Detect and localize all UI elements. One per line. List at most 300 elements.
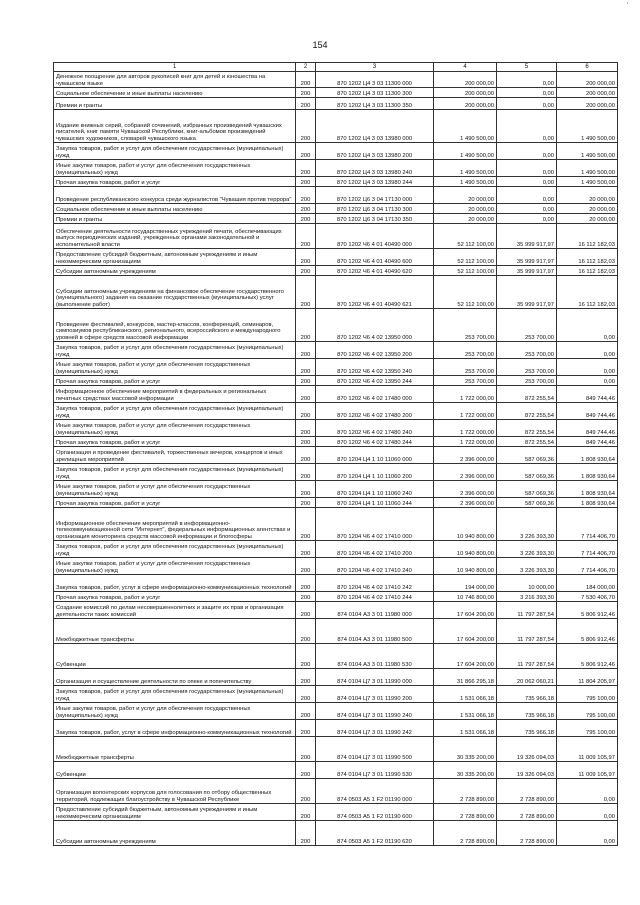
row-executed-cell: 872 255,54 [497,437,557,447]
row-classification-cell: 870 1204 Ч6 4 02 17410 200 [316,541,434,558]
row-name-cell: Информационное обеспечение мероприятий в информационно-телекоммуникационной сети "Интернет", федеральных информационных агентствах и организация мониторинга средств массовой информации и блогосферы [54,508,296,541]
table-row [54,403,618,420]
row-name-cell: Закупка товаров, работ, услуг в сфере информационно-коммуникационных технологий [54,720,296,737]
row-code-cell: 200 [296,110,316,143]
row-classification-cell: 870 1202 Ч6 4 02 13950 240 [316,359,434,376]
row-approved-cell: 10 746 800,00 [434,592,497,602]
row-name-cell: Закупка товаров, работ и услуг для обеспечения государственных (муниципальных) нужд [54,686,296,703]
row-code-cell: 200 [296,720,316,737]
row-classification-cell: 874 0104 А3 3 01 11980 500 [316,619,434,644]
row-remaining-cell: 1 490 500,00 [557,177,618,187]
row-code-cell: 200 [296,276,316,309]
row-remaining-cell: 7 714 406,70 [557,541,618,558]
row-remaining-cell: 11 009 105,97 [557,737,618,762]
budget-execution-table [53,62,618,846]
row-name-cell: Прочая закупка товаров, работ и услуг [54,437,296,447]
row-remaining-cell: 200 000,00 [557,88,618,98]
row-remaining-cell: 0,00 [557,359,618,376]
row-classification-cell: 870 1202 Ч6 4 02 13950 200 [316,342,434,359]
table-row [54,437,618,447]
row-remaining-cell: 1 808 930,64 [557,447,618,464]
table-row [54,464,618,481]
table-row [54,703,618,720]
row-remaining-cell: 1 808 930,64 [557,498,618,508]
row-remaining-cell: 16 112 182,03 [557,276,618,309]
row-approved-cell: 253 700,00 [434,359,497,376]
row-name-cell: Иные закупки товаров, работ и услуг для обеспечения государственных (муниципальных) нужд [54,160,296,177]
row-name-cell: Социальное обеспечение и иные выплаты населению [54,88,296,98]
row-code-cell: 200 [296,143,316,160]
table-row [54,249,618,266]
row-remaining-cell: 5 806 912,46 [557,619,618,644]
row-approved-cell: 1 490 500,00 [434,160,497,177]
row-executed-cell: 20 062 060,21 [497,669,557,686]
row-name-cell: Организация и осуществление деятельности по опеке и попечительству [54,669,296,686]
table-row [54,110,618,143]
table-row [54,541,618,558]
header-cell: 4 [434,63,497,72]
row-remaining-cell: 200 000,00 [557,72,618,88]
row-code-cell: 200 [296,88,316,98]
row-remaining-cell: 5 806 912,46 [557,644,618,669]
table-row [54,420,618,437]
row-name-cell: Закупка товаров, работ, услуг в сфере информационно-коммуникационных технологий [54,575,296,592]
row-approved-cell: 31 866 295,18 [434,669,497,686]
row-classification-cell: 870 1202 Ч6 4 02 17480 000 [316,386,434,403]
row-executed-cell: 0,00 [497,214,557,224]
row-executed-cell: 2 728 890,00 [497,821,557,846]
table-row [54,508,618,541]
row-remaining-cell: 20 000,00 [557,187,618,204]
row-executed-cell: 3 216 393,30 [497,592,557,602]
table-row [54,376,618,386]
table-row [54,821,618,846]
row-approved-cell: 253 700,00 [434,376,497,386]
row-approved-cell: 253 700,00 [434,342,497,359]
row-code-cell: 200 [296,376,316,386]
row-executed-cell: 35 999 917,97 [497,224,557,249]
row-code-cell: 200 [296,669,316,686]
row-approved-cell: 20 000,00 [434,204,497,214]
row-code-cell: 200 [296,224,316,249]
row-executed-cell: 35 999 917,97 [497,249,557,266]
row-executed-cell: 0,00 [497,88,557,98]
row-classification-cell: 870 1202 Ч6 4 02 13950 000 [316,309,434,342]
row-classification-cell: 870 1202 Ч6 4 02 17480 200 [316,403,434,420]
table-row [54,447,618,464]
row-name-cell: Проведение фестивалей, конкурсов, мастер-классов, конференций, семинаров, симпозиумов республиканского, регионального, всероссийского и международного уровней в сфере средств массовой информации [54,309,296,342]
row-remaining-cell: 16 112 182,03 [557,249,618,266]
table-row [54,686,618,703]
row-executed-cell: 0,00 [497,110,557,143]
row-name-cell: Закупка товаров, работ и услуг для обеспечения государственных (муниципальных) нужд [54,403,296,420]
row-executed-cell: 0,00 [497,72,557,88]
row-remaining-cell: 184 000,00 [557,575,618,592]
row-executed-cell: 587 069,36 [497,447,557,464]
table-row [54,359,618,376]
row-classification-cell: 870 1204 Ч6 4 02 17410 244 [316,592,434,602]
table-row [54,266,618,276]
row-classification-cell: 870 1204 Ц4 1 10 11060 244 [316,498,434,508]
row-code-cell: 200 [296,187,316,204]
row-executed-cell: 0,00 [497,160,557,177]
table-row [54,187,618,204]
table-body [54,63,618,846]
row-approved-cell: 52 112 100,00 [434,276,497,309]
row-name-cell: Организация и проведение фестивалей, торжественных вечеров, концертов и иных зрелищных мероприятий [54,447,296,464]
row-approved-cell: 20 000,00 [434,187,497,204]
row-code-cell: 200 [296,160,316,177]
row-name-cell: Межбюджетные трансферты [54,619,296,644]
row-remaining-cell: 1 808 930,64 [557,481,618,498]
row-approved-cell: 52 112 100,00 [434,249,497,266]
row-remaining-cell: 200 000,00 [557,98,618,110]
row-code-cell: 200 [296,703,316,720]
row-remaining-cell: 1 490 500,00 [557,160,618,177]
row-classification-cell: 870 1202 Ч6 4 01 40490 600 [316,249,434,266]
row-remaining-cell: 0,00 [557,309,618,342]
row-approved-cell: 30 335 200,00 [434,737,497,762]
row-name-cell: Издание книжных серий, собраний сочинений, избранных произведений чувашских писателей, книг памяти Чувашской Республики, книг-альбомов произведений чувашских художников, словарей чувашского языка [54,110,296,143]
row-classification-cell: 870 1204 Ч6 4 02 17410 242 [316,575,434,592]
row-executed-cell: 872 255,54 [497,403,557,420]
header-cell: 6 [557,63,618,72]
header-cell: 2 [296,63,316,72]
page-number: 154 [312,40,328,50]
header-cell: 3 [316,63,434,72]
row-remaining-cell: 1 808 930,64 [557,464,618,481]
row-approved-cell: 10 940 800,00 [434,541,497,558]
header-row [54,63,618,72]
row-executed-cell: 10 000,00 [497,575,557,592]
row-executed-cell: 872 255,54 [497,386,557,403]
row-name-cell: Закупка товаров, работ и услуг для обеспечения государственных (муниципальных) нужд [54,342,296,359]
row-name-cell: Прочая закупка товаров, работ и услуг [54,592,296,602]
row-remaining-cell: 795 100,00 [557,720,618,737]
row-code-cell: 200 [296,386,316,403]
row-approved-cell: 1 722 000,00 [434,420,497,437]
row-classification-cell: 874 0104 Ц7 3 01 11990 200 [316,686,434,703]
row-classification-cell: 870 1202 Ц4 3 03 13980 000 [316,110,434,143]
row-approved-cell: 200 000,00 [434,98,497,110]
row-code-cell: 200 [296,309,316,342]
row-remaining-cell: 20 000,00 [557,214,618,224]
row-classification-cell: 870 1204 Ц4 1 10 11060 240 [316,481,434,498]
row-approved-cell: 1 722 000,00 [434,386,497,403]
row-classification-cell: 870 1202 Ч6 4 02 17480 244 [316,437,434,447]
row-code-cell: 200 [296,72,316,88]
row-executed-cell: 587 069,36 [497,464,557,481]
row-name-cell: Закупка товаров, работ и услуг для обеспечения государственных (муниципальных) нужд [54,464,296,481]
row-name-cell: Прочая закупка товаров, работ и услуг [54,498,296,508]
row-code-cell: 200 [296,481,316,498]
row-executed-cell: 0,00 [497,204,557,214]
row-executed-cell: 872 255,54 [497,420,557,437]
table-row [54,143,618,160]
table-row [54,276,618,309]
table-row [54,619,618,644]
header-cell: 5 [497,63,557,72]
row-classification-cell: 874 0104 Ц7 3 01 11990 242 [316,720,434,737]
row-remaining-cell: 16 112 182,03 [557,224,618,249]
row-executed-cell: 253 700,00 [497,359,557,376]
row-name-cell: Иные закупки товаров, работ и услуг для обеспечения государственных (муниципальных) нужд [54,481,296,498]
table-row [54,575,618,592]
row-executed-cell: 587 069,36 [497,498,557,508]
row-code-cell: 200 [296,558,316,575]
row-executed-cell: 735 966,18 [497,686,557,703]
row-classification-cell: 870 1202 Ч6 4 02 13950 244 [316,376,434,386]
row-code-cell: 200 [296,266,316,276]
row-executed-cell: 35 999 917,97 [497,266,557,276]
table-row [54,214,618,224]
row-code-cell: 200 [296,359,316,376]
row-approved-cell: 1 490 500,00 [434,110,497,143]
row-approved-cell: 253 700,00 [434,309,497,342]
row-classification-cell: 870 1202 Ц6 3 04 17130 300 [316,204,434,214]
row-classification-cell: 870 1202 Ч6 4 01 40490 000 [316,224,434,249]
row-code-cell: 200 [296,464,316,481]
table-row [54,309,618,342]
row-executed-cell: 11 797 287,54 [497,644,557,669]
row-name-cell: Прочая закупка товаров, работ и услуг [54,376,296,386]
row-executed-cell: 19 326 094,03 [497,737,557,762]
row-name-cell: Закупка товаров, работ и услуг для обеспечения государственных (муниципальных) нужд [54,541,296,558]
row-code-cell: 200 [296,541,316,558]
row-executed-cell: 19 326 094,03 [497,762,557,779]
row-code-cell: 200 [296,177,316,187]
row-classification-cell: 870 1204 Ч6 4 02 17410 000 [316,508,434,541]
row-code-cell: 200 [296,508,316,541]
row-remaining-cell: 1 490 500,00 [557,110,618,143]
row-classification-cell: 870 1202 Ч6 4 01 40490 621 [316,276,434,309]
row-executed-cell: 11 797 287,54 [497,602,557,619]
row-executed-cell: 3 226 393,30 [497,508,557,541]
table-row [54,98,618,110]
row-remaining-cell: 7 530 406,70 [557,592,618,602]
row-classification-cell: 870 1202 Ц4 3 03 13980 240 [316,160,434,177]
row-remaining-cell: 849 744,46 [557,420,618,437]
row-name-cell: Субвенции [54,762,296,779]
row-approved-cell: 10 940 800,00 [434,558,497,575]
row-name-cell: Иные закупки товаров, работ и услуг для обеспечения государственных (муниципальных) нужд [54,359,296,376]
row-remaining-cell: 0,00 [557,779,618,804]
table-row [54,481,618,498]
row-name-cell: Премии и гранты [54,98,296,110]
row-classification-cell: 874 0503 А5 1 F2 01190 000 [316,779,434,804]
row-executed-cell: 2 728 890,00 [497,804,557,821]
row-name-cell: Предоставление субсидий бюджетным, автономным учреждениям и иным некоммерческим организациям [54,249,296,266]
row-approved-cell: 1 490 500,00 [434,143,497,160]
row-code-cell: 200 [296,592,316,602]
row-approved-cell: 17 604 200,00 [434,619,497,644]
row-remaining-cell: 849 744,46 [557,437,618,447]
table-row [54,386,618,403]
row-classification-cell: 870 1204 Ц4 1 10 11060 200 [316,464,434,481]
row-classification-cell: 874 0104 Ц7 3 01 11990 530 [316,762,434,779]
row-code-cell: 200 [296,437,316,447]
row-approved-cell: 2 396 000,00 [434,464,497,481]
row-code-cell: 200 [296,249,316,266]
row-name-cell: Иные закупки товаров, работ и услуг для обеспечения государственных (муниципальных) нужд [54,558,296,575]
row-remaining-cell: 795 100,00 [557,686,618,703]
row-code-cell: 200 [296,762,316,779]
row-approved-cell: 1 722 000,00 [434,437,497,447]
row-remaining-cell: 11 009 105,97 [557,762,618,779]
row-code-cell: 200 [296,619,316,644]
row-approved-cell: 20 000,00 [434,214,497,224]
row-approved-cell: 2 728 890,00 [434,821,497,846]
row-remaining-cell: 5 806 912,46 [557,602,618,619]
table-row [54,204,618,214]
row-executed-cell: 2 728 890,00 [497,779,557,804]
row-code-cell: 200 [296,804,316,821]
header-cell: 1 [54,63,296,72]
row-classification-cell: 874 0104 Ц7 3 01 11990 000 [316,669,434,686]
row-executed-cell: 253 700,00 [497,342,557,359]
row-classification-cell: 870 1202 Ц4 3 03 11300 350 [316,98,434,110]
row-executed-cell: 11 797 287,54 [497,619,557,644]
row-classification-cell: 870 1202 Ц6 3 04 17130 000 [316,187,434,204]
row-name-cell: Прочая закупка товаров, работ и услуг [54,177,296,187]
row-approved-cell: 2 728 890,00 [434,804,497,821]
row-executed-cell: 735 966,18 [497,720,557,737]
table-row [54,558,618,575]
row-name-cell: Премии и гранты [54,214,296,224]
row-classification-cell: 870 1202 Ц4 3 03 11300 000 [316,72,434,88]
row-classification-cell: 870 1202 Ч6 4 01 40490 620 [316,266,434,276]
row-classification-cell: 870 1202 Ц4 3 03 13980 200 [316,143,434,160]
row-remaining-cell: 0,00 [557,804,618,821]
row-remaining-cell: 1 490 500,00 [557,143,618,160]
row-code-cell: 200 [296,737,316,762]
row-classification-cell: 870 1204 Ц4 1 10 11060 000 [316,447,434,464]
row-approved-cell: 200 000,00 [434,72,497,88]
row-executed-cell: 0,00 [497,187,557,204]
row-code-cell: 200 [296,498,316,508]
row-name-cell: Закупка товаров, работ и услуг для обеспечения государственных (муниципальных) нужд [54,143,296,160]
row-executed-cell: 0,00 [497,143,557,160]
row-approved-cell: 10 940 800,00 [434,508,497,541]
corner-mark: ' [627,3,629,9]
row-name-cell: Иные закупки товаров, работ и услуг для обеспечения государственных (муниципальных) нужд [54,703,296,720]
row-code-cell: 200 [296,779,316,804]
row-executed-cell: 3 226 393,30 [497,541,557,558]
row-classification-cell: 874 0104 Ц7 3 01 11990 240 [316,703,434,720]
table-row [54,779,618,804]
row-approved-cell: 1 490 500,00 [434,177,497,187]
table-row [54,720,618,737]
row-approved-cell: 30 335 200,00 [434,762,497,779]
row-name-cell: Организация волонтерских корпусов для голосования по отбору общественных территорий, подлежащих благоустройству в Чувашской Республике [54,779,296,804]
row-name-cell: Субсидии автономным учреждениям [54,266,296,276]
row-name-cell: Предоставление субсидий бюджетным, автономным учреждениям и иным некоммерческим организациям [54,804,296,821]
row-executed-cell: 587 069,36 [497,481,557,498]
row-approved-cell: 2 396 000,00 [434,481,497,498]
row-approved-cell: 1 531 066,18 [434,703,497,720]
row-code-cell: 200 [296,686,316,703]
table-row [54,160,618,177]
row-remaining-cell: 16 112 182,03 [557,266,618,276]
row-name-cell: Социальное обеспечение и иные выплаты населению [54,204,296,214]
row-classification-cell: 874 0503 А5 1 F2 01190 600 [316,804,434,821]
row-classification-cell: 874 0104 Ц7 3 01 11990 500 [316,737,434,762]
row-classification-cell: 870 1202 Ч6 4 02 17480 240 [316,420,434,437]
row-approved-cell: 1 722 000,00 [434,403,497,420]
row-approved-cell: 52 112 100,00 [434,224,497,249]
table-row [54,669,618,686]
row-remaining-cell: 7 714 406,70 [557,558,618,575]
row-approved-cell: 2 396 000,00 [434,498,497,508]
row-code-cell: 200 [296,644,316,669]
row-classification-cell: 870 1202 Ц4 3 03 13980 244 [316,177,434,187]
row-code-cell: 200 [296,420,316,437]
table-row [54,804,618,821]
row-name-cell: Субсидии автономным учреждениям на финансовое обеспечение государственного (муниципального) задания на оказание государственных (муниципальных) услуг (выполнение работ) [54,276,296,309]
row-approved-cell: 200 000,00 [434,88,497,98]
row-code-cell: 200 [296,602,316,619]
row-name-cell: Субсидии автономным учреждениям [54,821,296,846]
table-row [54,342,618,359]
row-remaining-cell: 7 714 406,70 [557,508,618,541]
table-row [54,644,618,669]
row-executed-cell: 253 700,00 [497,309,557,342]
row-classification-cell: 870 1204 Ч6 4 02 17410 240 [316,558,434,575]
table-row [54,224,618,249]
row-remaining-cell: 0,00 [557,821,618,846]
row-code-cell: 200 [296,98,316,110]
row-name-cell: Иные закупки товаров, работ и услуг для обеспечения государственных (муниципальных) нужд [54,420,296,437]
row-approved-cell: 2 396 000,00 [434,447,497,464]
row-executed-cell: 0,00 [497,177,557,187]
table-row [54,88,618,98]
table-row [54,602,618,619]
row-executed-cell: 253 700,00 [497,376,557,386]
row-name-cell: Субвенции [54,644,296,669]
row-name-cell: Проведение республиканского конкурса среди журналистов "Чувашия против террора" [54,187,296,204]
row-name-cell: Информационное обеспечение мероприятий в федеральных и региональных печатных средствах массовой информации [54,386,296,403]
row-executed-cell: 3 226 393,30 [497,558,557,575]
table-row [54,498,618,508]
row-executed-cell: 0,00 [497,98,557,110]
row-approved-cell: 17 604 200,00 [434,602,497,619]
row-remaining-cell: 0,00 [557,376,618,386]
row-code-cell: 200 [296,403,316,420]
row-remaining-cell: 795 100,00 [557,703,618,720]
row-name-cell: Межбюджетные трансферты [54,737,296,762]
row-approved-cell: 1 531 066,18 [434,720,497,737]
row-name-cell: Создание комиссий по делам несовершеннолетних и защите их прав и организация деятельности таких комиссий [54,602,296,619]
row-code-cell: 200 [296,821,316,846]
row-classification-cell: 870 1202 Ц6 3 04 17130 350 [316,214,434,224]
table-row [54,762,618,779]
table-row [54,177,618,187]
row-approved-cell: 17 604 200,00 [434,644,497,669]
row-name-cell: Обеспечение деятельности государственных учреждений печати, обеспечивающих выпуск периодических изданий, учрежденных органами законодательной и исполнительной власти [54,224,296,249]
row-code-cell: 200 [296,214,316,224]
row-remaining-cell: 849 744,46 [557,403,618,420]
row-classification-cell: 874 0104 А3 3 01 11980 530 [316,644,434,669]
row-remaining-cell: 11 804 205,97 [557,669,618,686]
row-approved-cell: 1 531 066,18 [434,686,497,703]
row-code-cell: 200 [296,575,316,592]
row-code-cell: 200 [296,204,316,214]
row-code-cell: 200 [296,342,316,359]
row-classification-cell: 870 1202 Ц4 3 03 11300 300 [316,88,434,98]
table-row [54,72,618,88]
row-approved-cell: 2 728 890,00 [434,779,497,804]
row-classification-cell: 874 0503 А5 1 F2 01190 620 [316,821,434,846]
